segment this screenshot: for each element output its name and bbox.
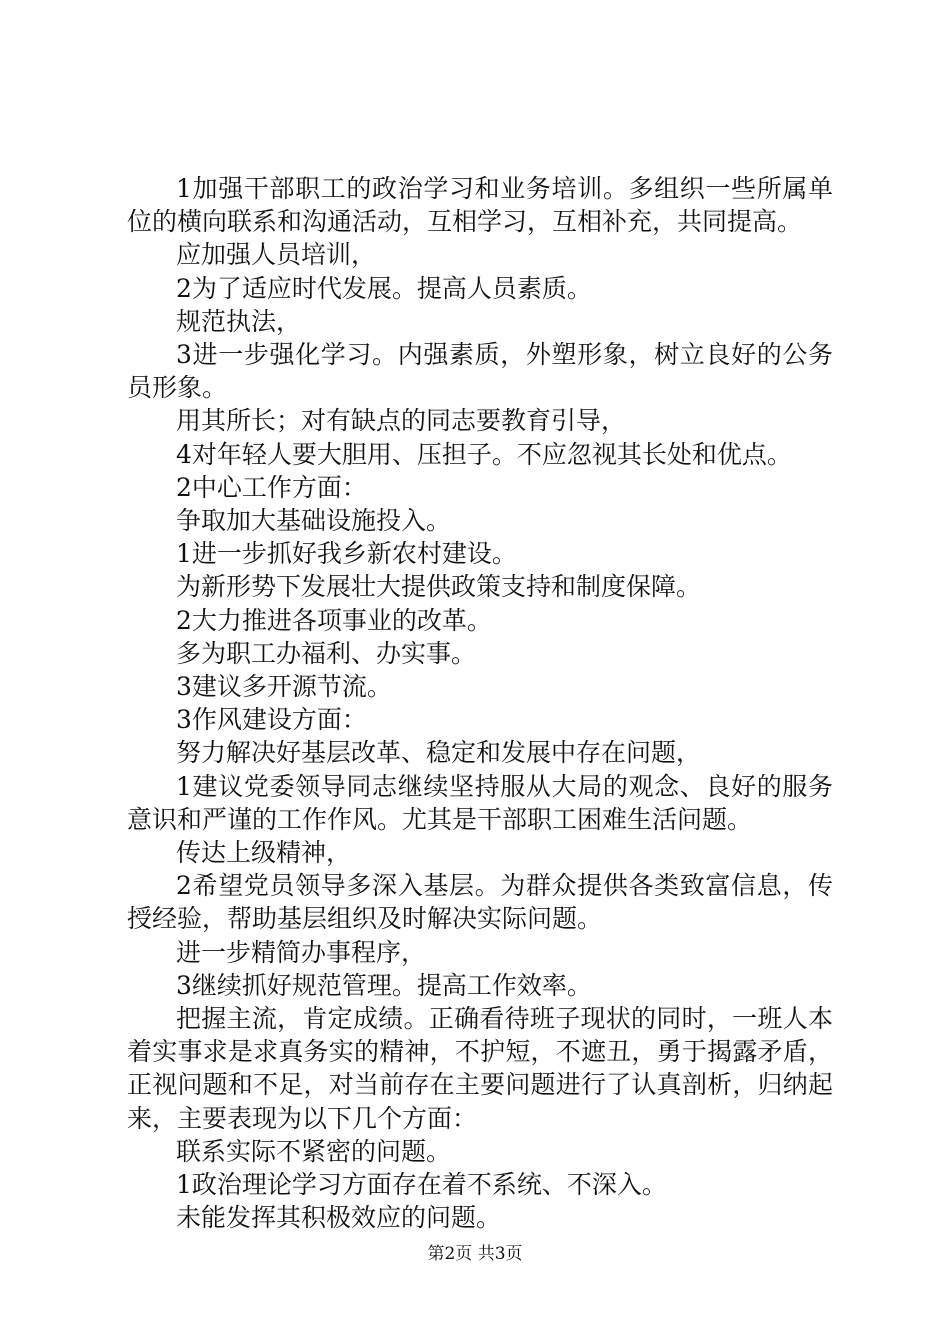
document-body <box>127 172 833 1235</box>
page-number: 第2页 共3页 <box>427 1244 523 1264</box>
paragraph: 进一步精简办事程序， <box>176 937 427 967</box>
paragraph: 努力解决好基层改革、稳定和发展中存在问题， <box>176 738 702 768</box>
paragraph: 规范执法， <box>176 306 302 336</box>
paragraph: 3建议多开源节流。 <box>176 672 392 702</box>
paragraph: 争取加大基础设施投入。 <box>176 506 452 536</box>
paragraph: 4对年轻人要大胆用、压担子。不应忽视其长处和优点。 <box>176 439 792 469</box>
paragraph: 传达上级精神， <box>176 838 352 868</box>
paragraph: 2为了适应时代发展。提高人员素质。 <box>176 273 592 303</box>
section-heading: 2中心工作方面： <box>176 472 367 502</box>
paragraph: 为新形势下发展壮大提供政策支持和制度保障。 <box>176 572 702 602</box>
paragraph: 3继续抓好规范管理。提高工作效率。 <box>176 970 592 1000</box>
paragraph: 应加强人员培训， <box>176 240 377 270</box>
paragraph: 把握主流，肯定成绩。正确看待班子现状的同时，一班人本着实事求是求真务实的精神，不护短，不遮丑，勇于揭露矛盾，正视问题和不足，对当前存在主要问题进行了认真剖析，归纳起来，主要表现为以下几个方面： <box>127 1004 833 1133</box>
paragraph: 未能发挥其积极效应的问题。 <box>176 1203 502 1233</box>
paragraph: 1建议党委领导同志继续坚持服从大局的观念、良好的服务意识和严谨的工作作风。尤其是干部职工困难生活问题。 <box>127 771 833 834</box>
paragraph: 多为职工办福利、办实事。 <box>176 638 477 668</box>
paragraph: 1加强干部职工的政治学习和业务培训。多组织一些所属单位的横向联系和沟通活动，互相学习，互相补充，共同提高。 <box>127 174 833 237</box>
paragraph: 2希望党员领导多深入基层。为群众提供各类致富信息，传授经验，帮助基层组织及时解决实际问题。 <box>127 871 833 934</box>
paragraph: 2大力推进各项事业的改革。 <box>176 605 492 635</box>
page-footer <box>0 1243 950 1265</box>
paragraph: 1政治理论学习方面存在着不系统、不深入。 <box>176 1170 667 1200</box>
paragraph: 1进一步抓好我乡新农村建设。 <box>176 539 517 569</box>
section-heading: 3作风建设方面： <box>176 705 367 735</box>
paragraph: 3进一步强化学习。内强素质，外塑形象，树立良好的公务员形象。 <box>127 340 833 403</box>
paragraph: 用其所长；对有缺点的同志要教育引导， <box>176 406 627 436</box>
paragraph: 联系实际不紧密的问题。 <box>176 1136 452 1166</box>
